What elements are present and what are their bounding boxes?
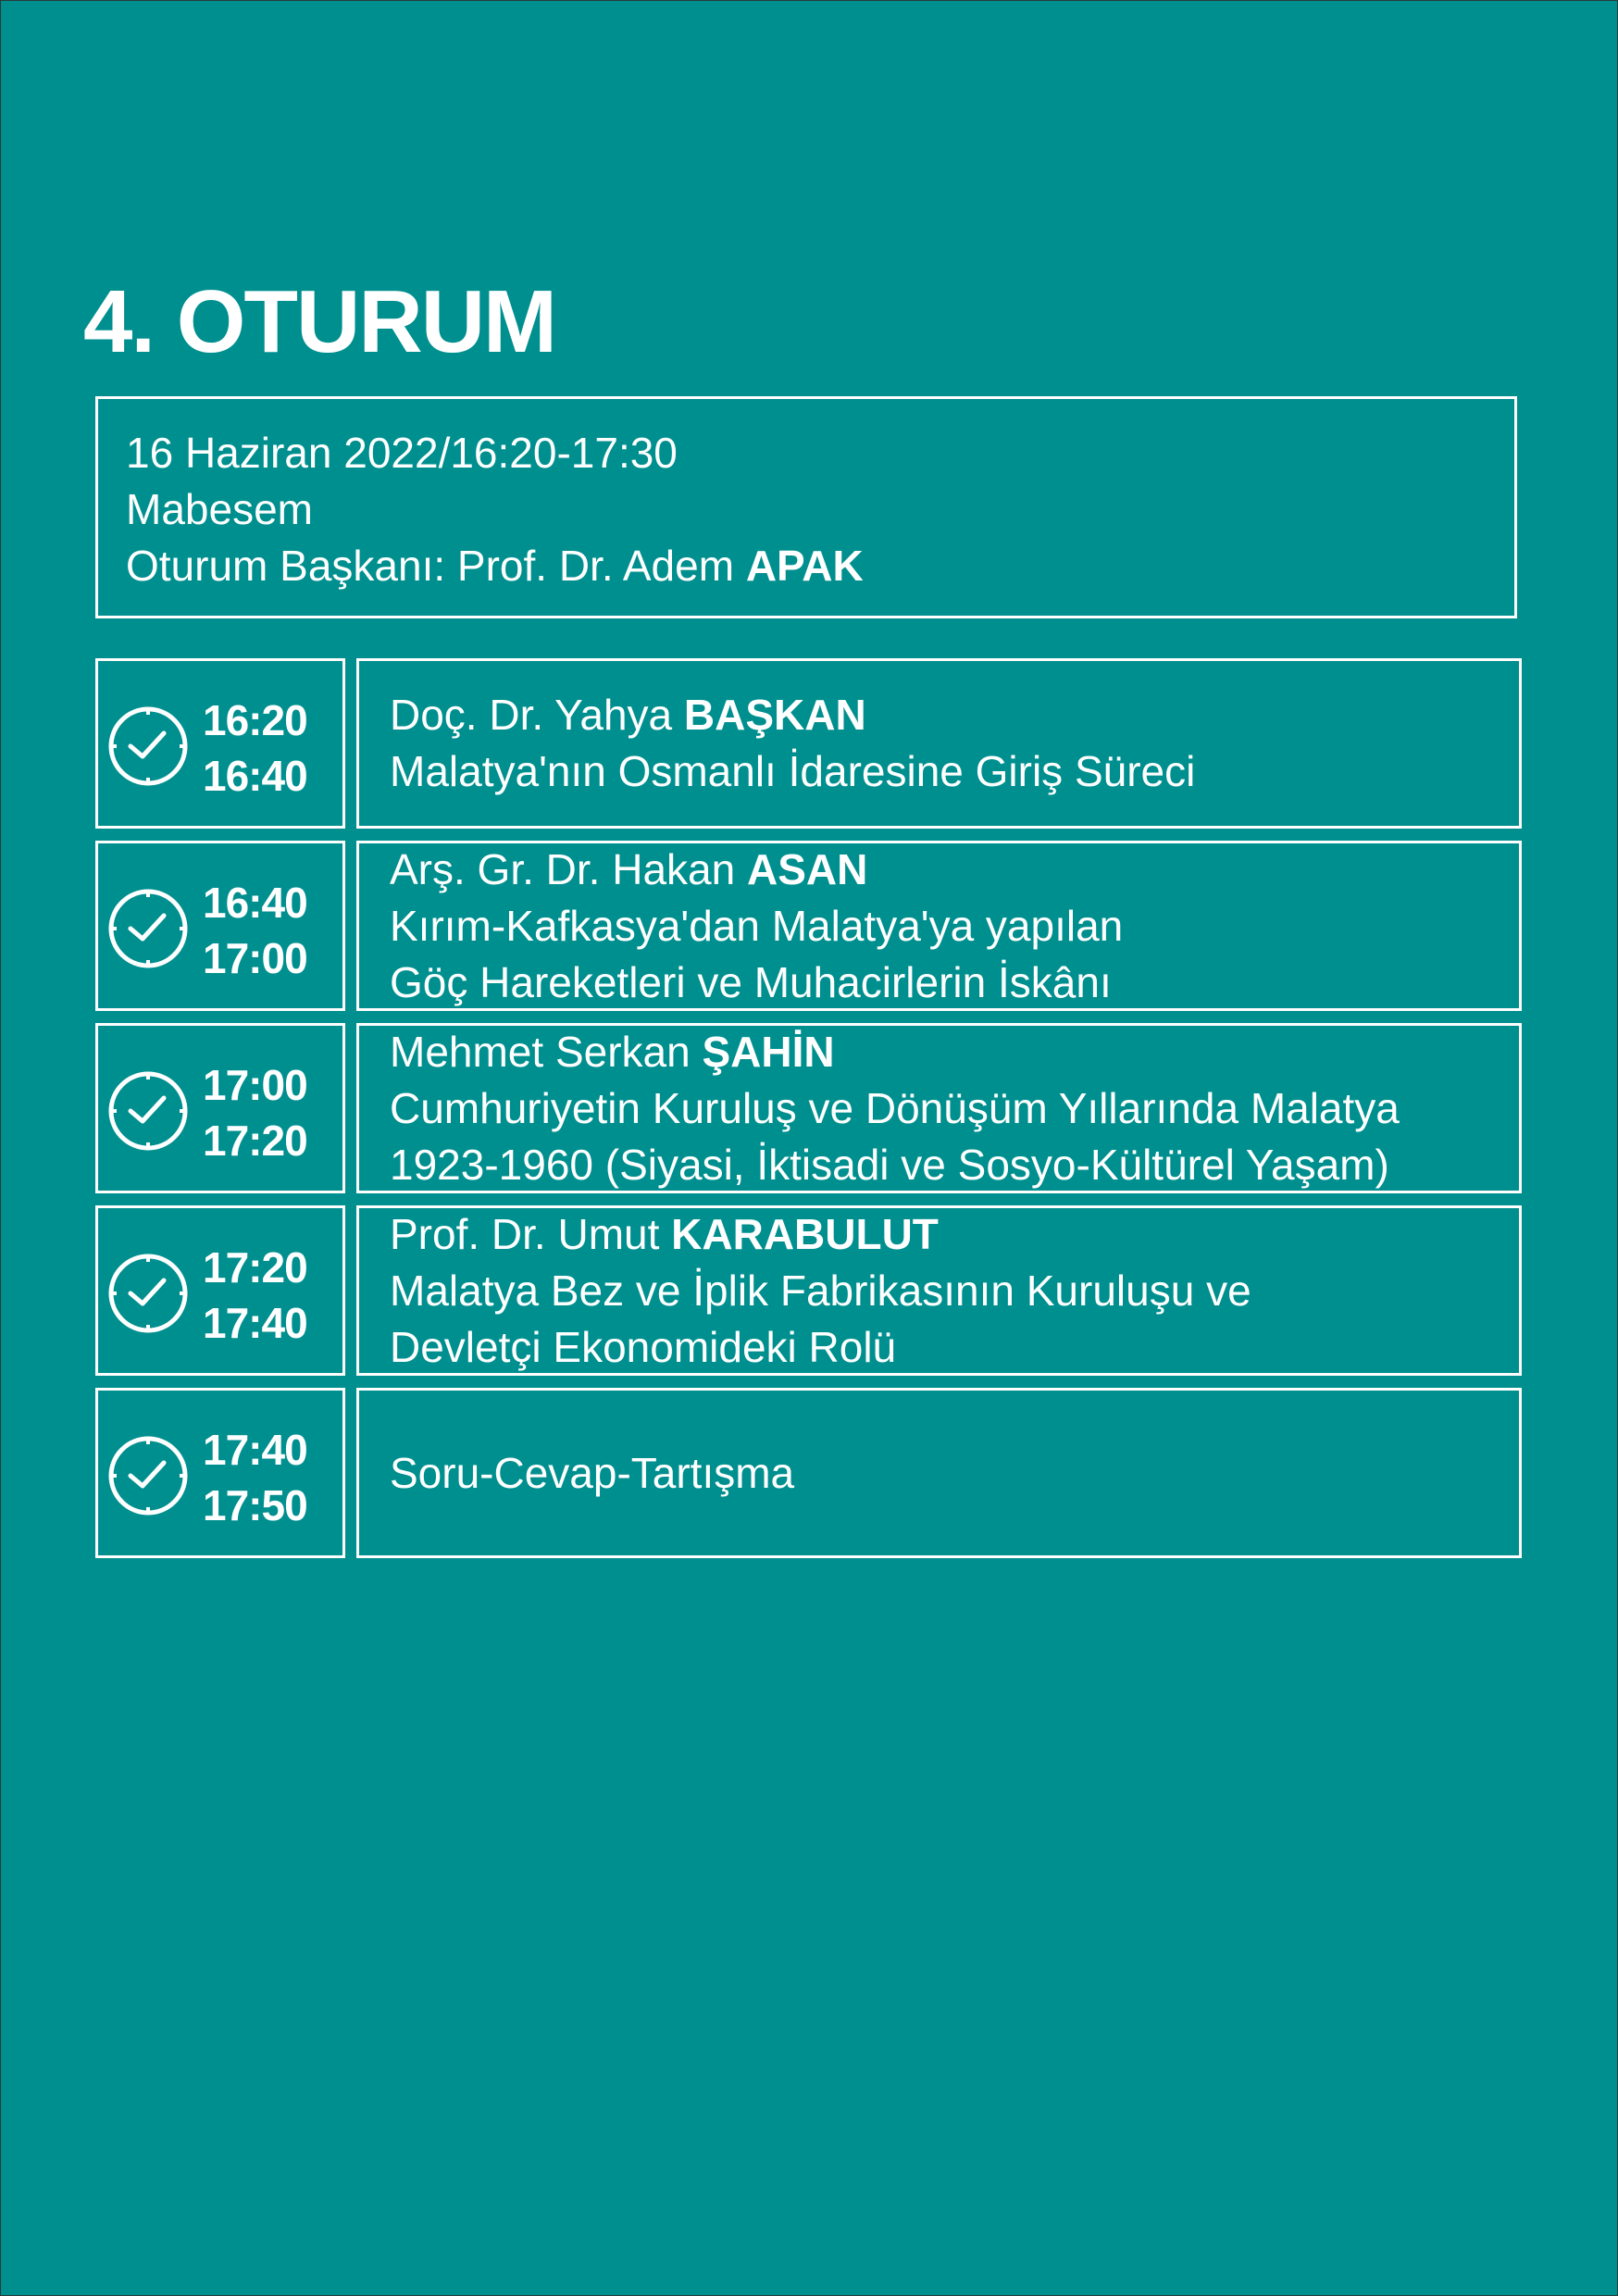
clock-check-icon <box>106 1069 190 1153</box>
speaker-name: Mehmet Serkan <box>390 1027 691 1076</box>
speaker-name: Prof. Dr. Umut <box>390 1209 660 1258</box>
time-box <box>95 1023 345 1193</box>
end-time: 17:50 <box>203 1481 307 1529</box>
schedule-row <box>95 841 1522 1011</box>
speaker-surname: ASAN <box>747 844 868 893</box>
start-time: 17:20 <box>203 1243 307 1292</box>
clock-check-icon <box>106 1434 190 1517</box>
schedule-row <box>95 1205 1522 1376</box>
schedule-row <box>95 658 1522 829</box>
time-range <box>203 875 307 986</box>
chair-prefix: Oturum Başkanı: Prof. Dr. Adem <box>126 542 735 590</box>
session-venue: Mabesem <box>126 485 313 533</box>
talk-title-line: 1923-1960 (Siyasi, İktisadi ve Sosyo-Kültürel Yaşam) <box>390 1140 1389 1189</box>
speaker <box>390 1206 1519 1263</box>
time-box <box>95 1388 345 1558</box>
end-time: 16:40 <box>203 752 307 800</box>
speaker <box>390 687 1519 743</box>
speaker <box>390 1024 1519 1080</box>
end-time: 17:00 <box>203 934 307 982</box>
time-range <box>203 693 307 804</box>
clock-check-icon <box>106 705 190 788</box>
clock-check-icon <box>106 1252 190 1335</box>
talk-box <box>356 841 1522 1011</box>
session-chair <box>126 538 1514 594</box>
page-title: 4. OTURUM <box>83 272 555 371</box>
time-range <box>203 1057 307 1168</box>
talk-box <box>356 658 1522 829</box>
speaker-name: Arş. Gr. Dr. Hakan <box>390 844 736 893</box>
speaker-surname: ŞAHİN <box>702 1027 835 1076</box>
speaker-surname: KARABULUT <box>671 1209 939 1258</box>
chair-surname: APAK <box>745 542 864 590</box>
start-time: 16:40 <box>203 879 307 927</box>
schedule-row <box>95 1023 1522 1193</box>
time-range <box>203 1422 307 1533</box>
time-box <box>95 1205 345 1376</box>
time-box <box>95 658 345 829</box>
speaker <box>390 842 1519 898</box>
talk-title-line: Devletçi Ekonomideki Rolü <box>390 1322 897 1371</box>
schedule-row <box>95 1388 1522 1558</box>
talk-title-line: Malatya Bez ve İplik Fabrikasının Kuruluşu ve <box>390 1266 1251 1315</box>
time-box <box>95 841 345 1011</box>
speaker-name: Doç. Dr. Yahya <box>390 691 673 739</box>
talk-title-line: Cumhuriyetin Kuruluş ve Dönüşüm Yıllarında Malatya <box>390 1083 1400 1132</box>
talk-box <box>356 1388 1522 1558</box>
talk-box <box>356 1023 1522 1193</box>
talk-title-line: Göç Hareketleri ve Muhacirlerin İskânı <box>390 957 1112 1006</box>
start-time: 16:20 <box>203 696 307 744</box>
talk-title-line: Soru-Cevap-Tartışma <box>390 1448 795 1497</box>
end-time: 17:40 <box>203 1299 307 1347</box>
talk-box <box>356 1205 1522 1376</box>
talk-title-line: Kırım-Kafkasya'dan Malatya'ya yapılan <box>390 901 1124 950</box>
session-date-time: 16 Haziran 2022/16:20-17:30 <box>126 429 678 477</box>
start-time: 17:40 <box>203 1426 307 1474</box>
talk-title-line: Malatya'nın Osmanlı İdaresine Giriş Süreci <box>390 747 1196 795</box>
session-info-box <box>95 396 1517 618</box>
time-range <box>203 1240 307 1351</box>
speaker-surname: BAŞKAN <box>683 691 866 739</box>
start-time: 17:00 <box>203 1061 307 1109</box>
clock-check-icon <box>106 887 190 970</box>
end-time: 17:20 <box>203 1117 307 1165</box>
